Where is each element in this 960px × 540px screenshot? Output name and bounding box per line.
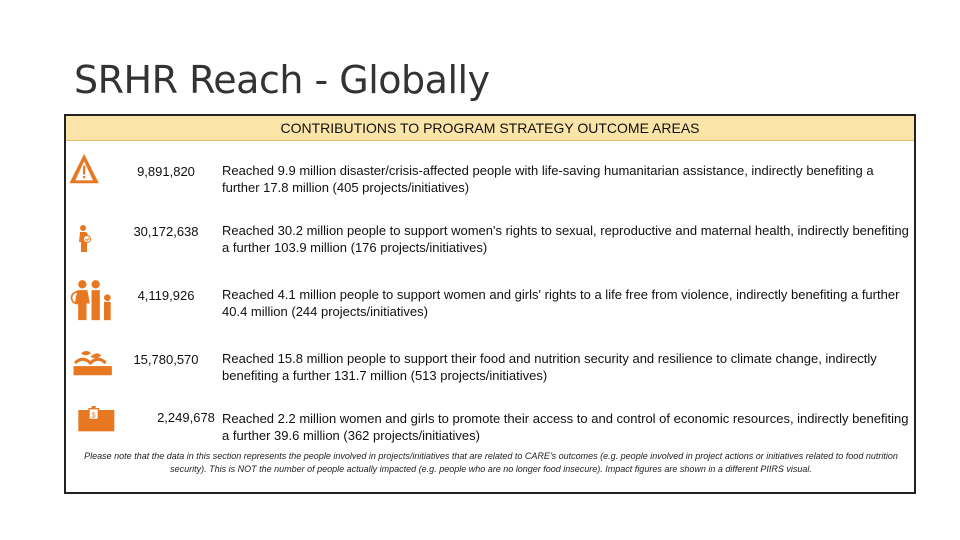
pregnant-woman-icon: [76, 214, 106, 264]
outcome-number: 9,891,820: [137, 164, 195, 179]
slide-title: SRHR Reach - Globally: [74, 58, 490, 102]
outcome-row-srmh: [66, 208, 914, 268]
outcome-description: Reached 2.2 million women and girls to promote their access to and control of economic resources, indirectly benefiting a further 39.6 million (362 projects/initiatives): [222, 411, 909, 443]
outcome-description: Reached 4.1 million people to support women and girls' rights to a life free from violence, indirectly benefiting a further 40.4 million (244 projects/initiatives): [222, 287, 900, 319]
panel-header: CONTRIBUTIONS TO PROGRAM STRATEGY OUTCOME AREAS: [66, 116, 914, 141]
money-bag-icon: [68, 406, 126, 446]
outcome-description: Reached 30.2 million people to support women's rights to sexual, reproductive and maternal health, indirectly benefiting a further 103.9 million (176 projects/initiatives): [222, 223, 909, 255]
svg-text:$: $: [91, 410, 96, 420]
outcome-row-humanitarian: [66, 146, 914, 206]
outcome-description: Reached 15.8 million people to support their food and nutrition security and resilience to climate change, indirectly benefiting a further 131.7 million (513 projects/initiatives): [222, 351, 877, 383]
outcome-number: 15,780,570: [133, 352, 199, 367]
outcome-number: 2,249,678: [157, 410, 215, 425]
outcome-row-food: [66, 334, 914, 394]
outcome-number: 4,119,926: [137, 288, 195, 303]
outcome-row-gbv: [66, 270, 914, 330]
outcome-panel: [64, 114, 916, 494]
footnote: Please note that the data in this section represents the people involved in projects/initiatives that are related to CARE's outcomes (e.g. people involved in project actions or initiatives related to food nutrition security). This is NOT the number of people actually impacted (e.g. people who are no longer food insecure). Impact figures are shown in a different PIIRS visual.: [84, 451, 898, 474]
outcome-number: 30,172,638: [133, 224, 199, 239]
outcome-description: Reached 9.9 million disaster/crisis-affected people with life-saving humanitarian assistance, indirectly benefiting a further 17.8 million (405 projects/initiatives): [222, 163, 874, 195]
